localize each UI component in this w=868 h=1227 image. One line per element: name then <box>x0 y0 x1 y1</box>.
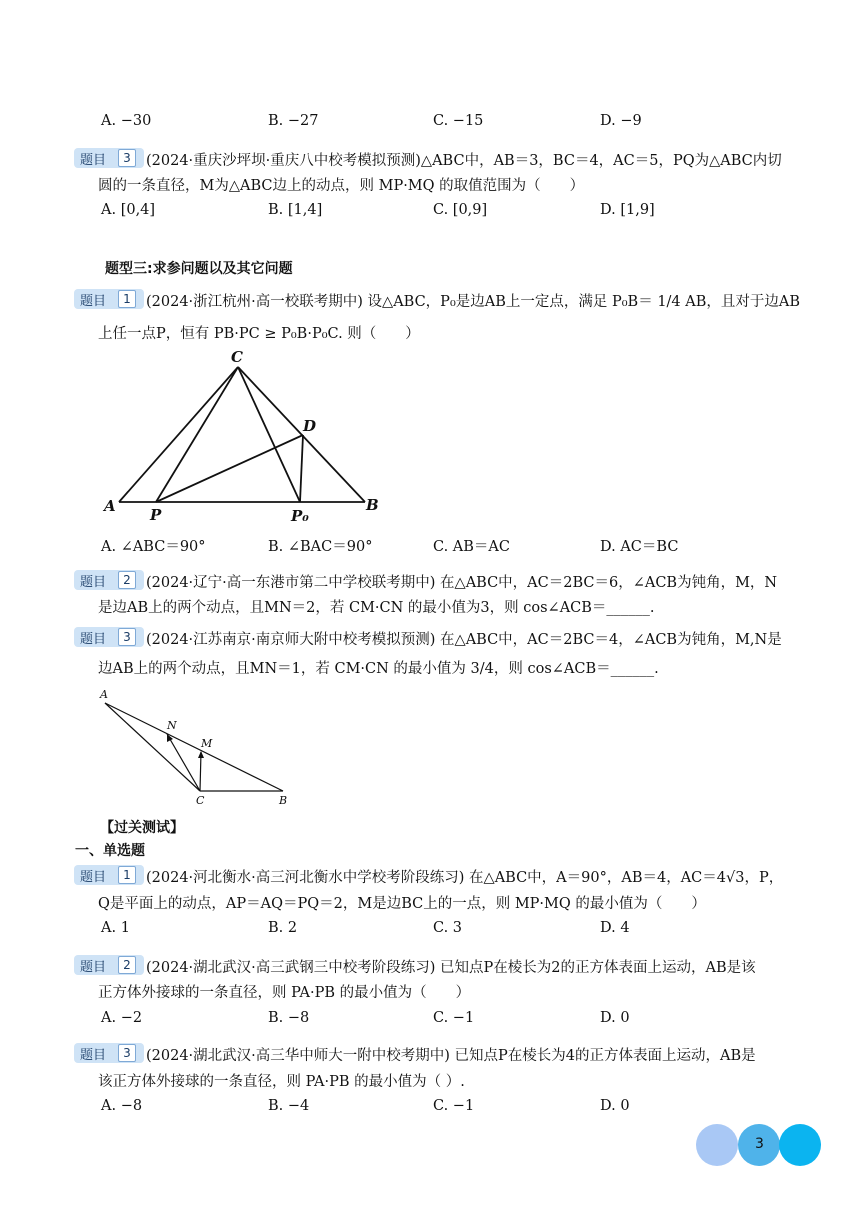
mc-title: 一、单选题 <box>75 843 145 859</box>
question-tag-label: 题目 <box>80 870 107 885</box>
option-b: B. −4 <box>268 1098 310 1114</box>
label-a: A <box>100 688 108 701</box>
option-b: B. −8 <box>268 1010 310 1026</box>
question-text: (2024·辽宁·高一东港市第二中学校联考期中) 在△ABC中，AC＝2BC＝6，∠ACB为钝角，M，N <box>146 575 778 591</box>
option-d: D. 4 <box>600 920 630 936</box>
question-tag <box>74 148 144 168</box>
segment-pd <box>156 435 303 502</box>
option-b: B. [1,4] <box>268 202 323 218</box>
option-d: D. 0 <box>600 1010 630 1026</box>
segment-ac <box>105 703 200 791</box>
option-a: A. 1 <box>101 920 130 936</box>
question-tag <box>74 289 144 309</box>
option-a: A. −30 <box>101 113 152 129</box>
question-tag <box>74 955 144 975</box>
option-a: A. [0,4] <box>101 202 156 218</box>
option-d: D. [1,9] <box>600 202 655 218</box>
question-tag-number: 1 <box>118 866 136 884</box>
question-tag-number: 3 <box>118 628 136 646</box>
segment-ac <box>119 367 238 502</box>
question-tag-number: 3 <box>118 149 136 167</box>
page-number: 3 <box>755 1136 764 1152</box>
option-c: C. −1 <box>433 1010 475 1026</box>
option-a: A. −2 <box>101 1010 143 1026</box>
question-text: 上任一点P，恒有 PB·PC ≥ P₀B·P₀C. 则（ ） <box>98 326 420 342</box>
question-tag <box>74 1043 144 1063</box>
label-p0: P₀ <box>291 507 309 525</box>
question-text: 圆的一条直径，M为△ABC边上的动点，则 MP·MQ 的取值范围为（ ） <box>98 178 585 194</box>
question-tag-label: 题目 <box>80 153 107 168</box>
label-b: B <box>366 496 379 514</box>
question-text: 是边AB上的两个动点，且MN＝2，若 CM·CN 的最小值为3，则 cos∠ACB＝______. <box>98 600 655 616</box>
question-text: 该正方体外接球的一条直径，则 PA·PB 的最小值为（ ）. <box>98 1074 465 1090</box>
label-p: P <box>150 506 162 524</box>
option-c: C. AB＝AC <box>433 539 510 555</box>
option-b: B. ∠BAC＝90° <box>268 539 373 555</box>
segment-cp0 <box>238 367 300 502</box>
question-tag-number: 1 <box>118 290 136 308</box>
label-m: M <box>201 737 213 750</box>
label-c: C <box>196 794 205 807</box>
option-d: D. −9 <box>600 113 642 129</box>
question-tag <box>74 627 144 647</box>
page-circle-left <box>696 1124 738 1166</box>
option-c: C. −15 <box>433 113 484 129</box>
option-a: A. ∠ABC＝90° <box>101 539 206 555</box>
question-tag-number: 2 <box>118 956 136 974</box>
question-text: (2024·湖北武汉·高三武钢三中校考阶段练习) 已知点P在棱长为2的正方体表面上运动，AB是该 <box>146 960 756 976</box>
vector-cn <box>167 734 200 791</box>
question-tag-label: 题目 <box>80 632 107 647</box>
question-tag <box>74 865 144 885</box>
question-tag <box>74 570 144 590</box>
option-c: C. 3 <box>433 920 463 936</box>
triangle-figure <box>95 345 395 525</box>
question-text: 边AB上的两个动点，且MN＝1，若 CM·CN 的最小值为 3/4，则 cos∠ACB＝______. <box>98 661 659 677</box>
option-d: D. AC＝BC <box>600 539 679 555</box>
option-d: D. 0 <box>600 1098 630 1114</box>
question-text: (2024·浙江杭州·高一校联考期中) 设△ABC，P₀是边AB上一定点，满足 P₀B＝ 1/4 AB，且对于边AB <box>146 294 801 310</box>
question-tag-label: 题目 <box>80 1048 107 1063</box>
segment-cp <box>156 367 238 502</box>
question-tag-number: 2 <box>118 571 136 589</box>
vector-figure <box>95 685 305 810</box>
label-d: D <box>303 417 317 435</box>
question-tag-label: 题目 <box>80 294 107 309</box>
option-b: B. 2 <box>268 920 298 936</box>
option-a: A. −8 <box>101 1098 143 1114</box>
question-text: (2024·湖北武汉·高三华中师大一附中校考期中) 已知点P在棱长为4的正方体表面上运动，AB是 <box>146 1048 756 1064</box>
question-text: 正方体外接球的一条直径，则 PA·PB 的最小值为（ ） <box>98 985 471 1001</box>
question-tag-label: 题目 <box>80 960 107 975</box>
option-b: B. −27 <box>268 113 319 129</box>
question-tag-label: 题目 <box>80 575 107 590</box>
label-n: N <box>167 719 177 732</box>
test-title: 【过关测试】 <box>100 820 184 836</box>
label-a: A <box>104 497 116 515</box>
page-circle-right <box>779 1124 821 1166</box>
question-text: (2024·江苏南京·南京师大附中校考模拟预测) 在△ABC中，AC＝2BC＝4，∠ACB为钝角，M,N是 <box>146 632 782 648</box>
label-b: B <box>279 794 288 807</box>
question-text: (2024·河北衡水·高三河北衡水中学校考阶段练习) 在△ABC中，A＝90°，AB＝4，AC＝4√3，P， <box>146 870 784 886</box>
segment-ab <box>105 703 283 791</box>
question-text: Q是平面上的动点，AP＝AQ＝PQ＝2，M是边BC上的一点，则 MP·MQ 的最小值为（ ） <box>98 896 706 912</box>
section-title: 题型三:求参问题以及其它问题 <box>105 261 293 277</box>
option-c: C. −1 <box>433 1098 475 1114</box>
question-text: (2024·重庆沙坪坝·重庆八中校考模拟预测)△ABC中，AB＝3，BC＝4，AC＝5，PQ为△ABC内切 <box>146 153 782 169</box>
question-tag-number: 3 <box>118 1044 136 1062</box>
segment-dp0 <box>300 435 303 502</box>
option-c: C. [0,9] <box>433 202 488 218</box>
label-c: C <box>231 348 243 366</box>
